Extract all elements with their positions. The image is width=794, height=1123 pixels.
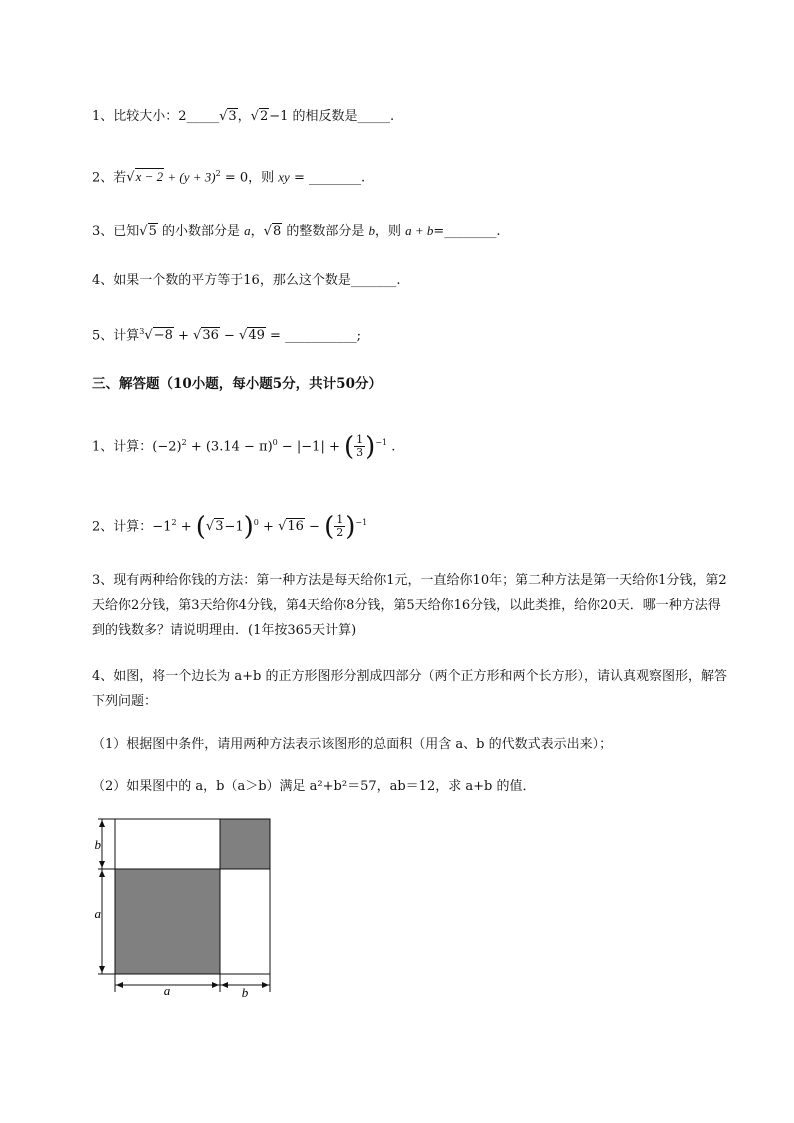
radical: √5 (139, 224, 157, 239)
solve-question-3: 3、现有两种给你钱的方法：第一种方法是每天给你1元，一直给你10年；第二种方法是第一天给你1分钱，第2天给你2分钱，第3天给你4分钱，第4天给你8分钱，第5天给你16分钱，以此类推，给你20天．哪一种方法得到的钱数多？请说明理由．(1年按365天计算) (92, 573, 727, 638)
radical: √3 (219, 109, 237, 124)
fraction: $\frac{1}{2}$ (336, 513, 344, 540)
radical: √x − 2 (126, 169, 164, 186)
section-heading: 三、解答题（10小题，每小题5分，共计50分） (92, 376, 382, 392)
radical: √3 (205, 519, 224, 535)
question-3: 3、已知√5 的小数部分是 a，√8 的整数部分是 b，则 a + b=________. (92, 221, 500, 242)
radical: √−8 (144, 328, 173, 344)
radical: √8 (263, 224, 282, 239)
solve-question-4-part-2: （2）如果图中的 a，b（a＞b）满足 a²+b²＝57，ab＝12，求 a+b 的值． (92, 779, 536, 794)
question-2: 2、若$√x - 2 + (y + 3)^2 = 0$，则 xy = ________. (92, 164, 365, 188)
label-a-bottom: a (163, 983, 171, 998)
fraction: $\frac{1}{3}$ (356, 433, 364, 460)
label-a-left: a (94, 906, 101, 921)
label-b-left: b (94, 837, 101, 852)
solve-question-4-part-1: （1）根据图中条件，请用两种方法表示该图形的总面积（用含 a、b 的代数式表示出来）； (92, 737, 613, 752)
radical: √2 (250, 109, 269, 124)
solve-question-2: 2、计算：$-1^2 + (√3-1)^0 + √16$ − ( $\frac{1}{2}$ )$^{-1}$ (92, 511, 368, 542)
radical: √16 (278, 519, 304, 535)
solve-question-4: 4、如图，将一个边长为 a+b 的正方形图形分割成四部分（两个正方形和两个长方形），请认真观察图形，解答下列问题： (92, 669, 728, 709)
question-5: 5、计算$^3$√−8 + √36 − √49 = ___________; (92, 322, 361, 346)
small-square (220, 819, 270, 869)
question-4: 4、如果一个数的平方等于16，那么这个数是_______. (92, 273, 401, 288)
radical: √36 (193, 328, 219, 344)
question-1: 1、比较大小：2_____√3，√2−1 的相反数是_____. (92, 107, 394, 127)
large-square (115, 869, 220, 974)
radical: √49 (239, 328, 265, 344)
solve-question-1: 1、计算：$(-2)^2 + (3.14 - \pi)^0 - |-1|$ + ( $\frac{1}{3}$ )$^{-1}$ . (92, 431, 396, 462)
label-b-bottom: b (241, 985, 249, 998)
square-figure (90, 812, 280, 998)
